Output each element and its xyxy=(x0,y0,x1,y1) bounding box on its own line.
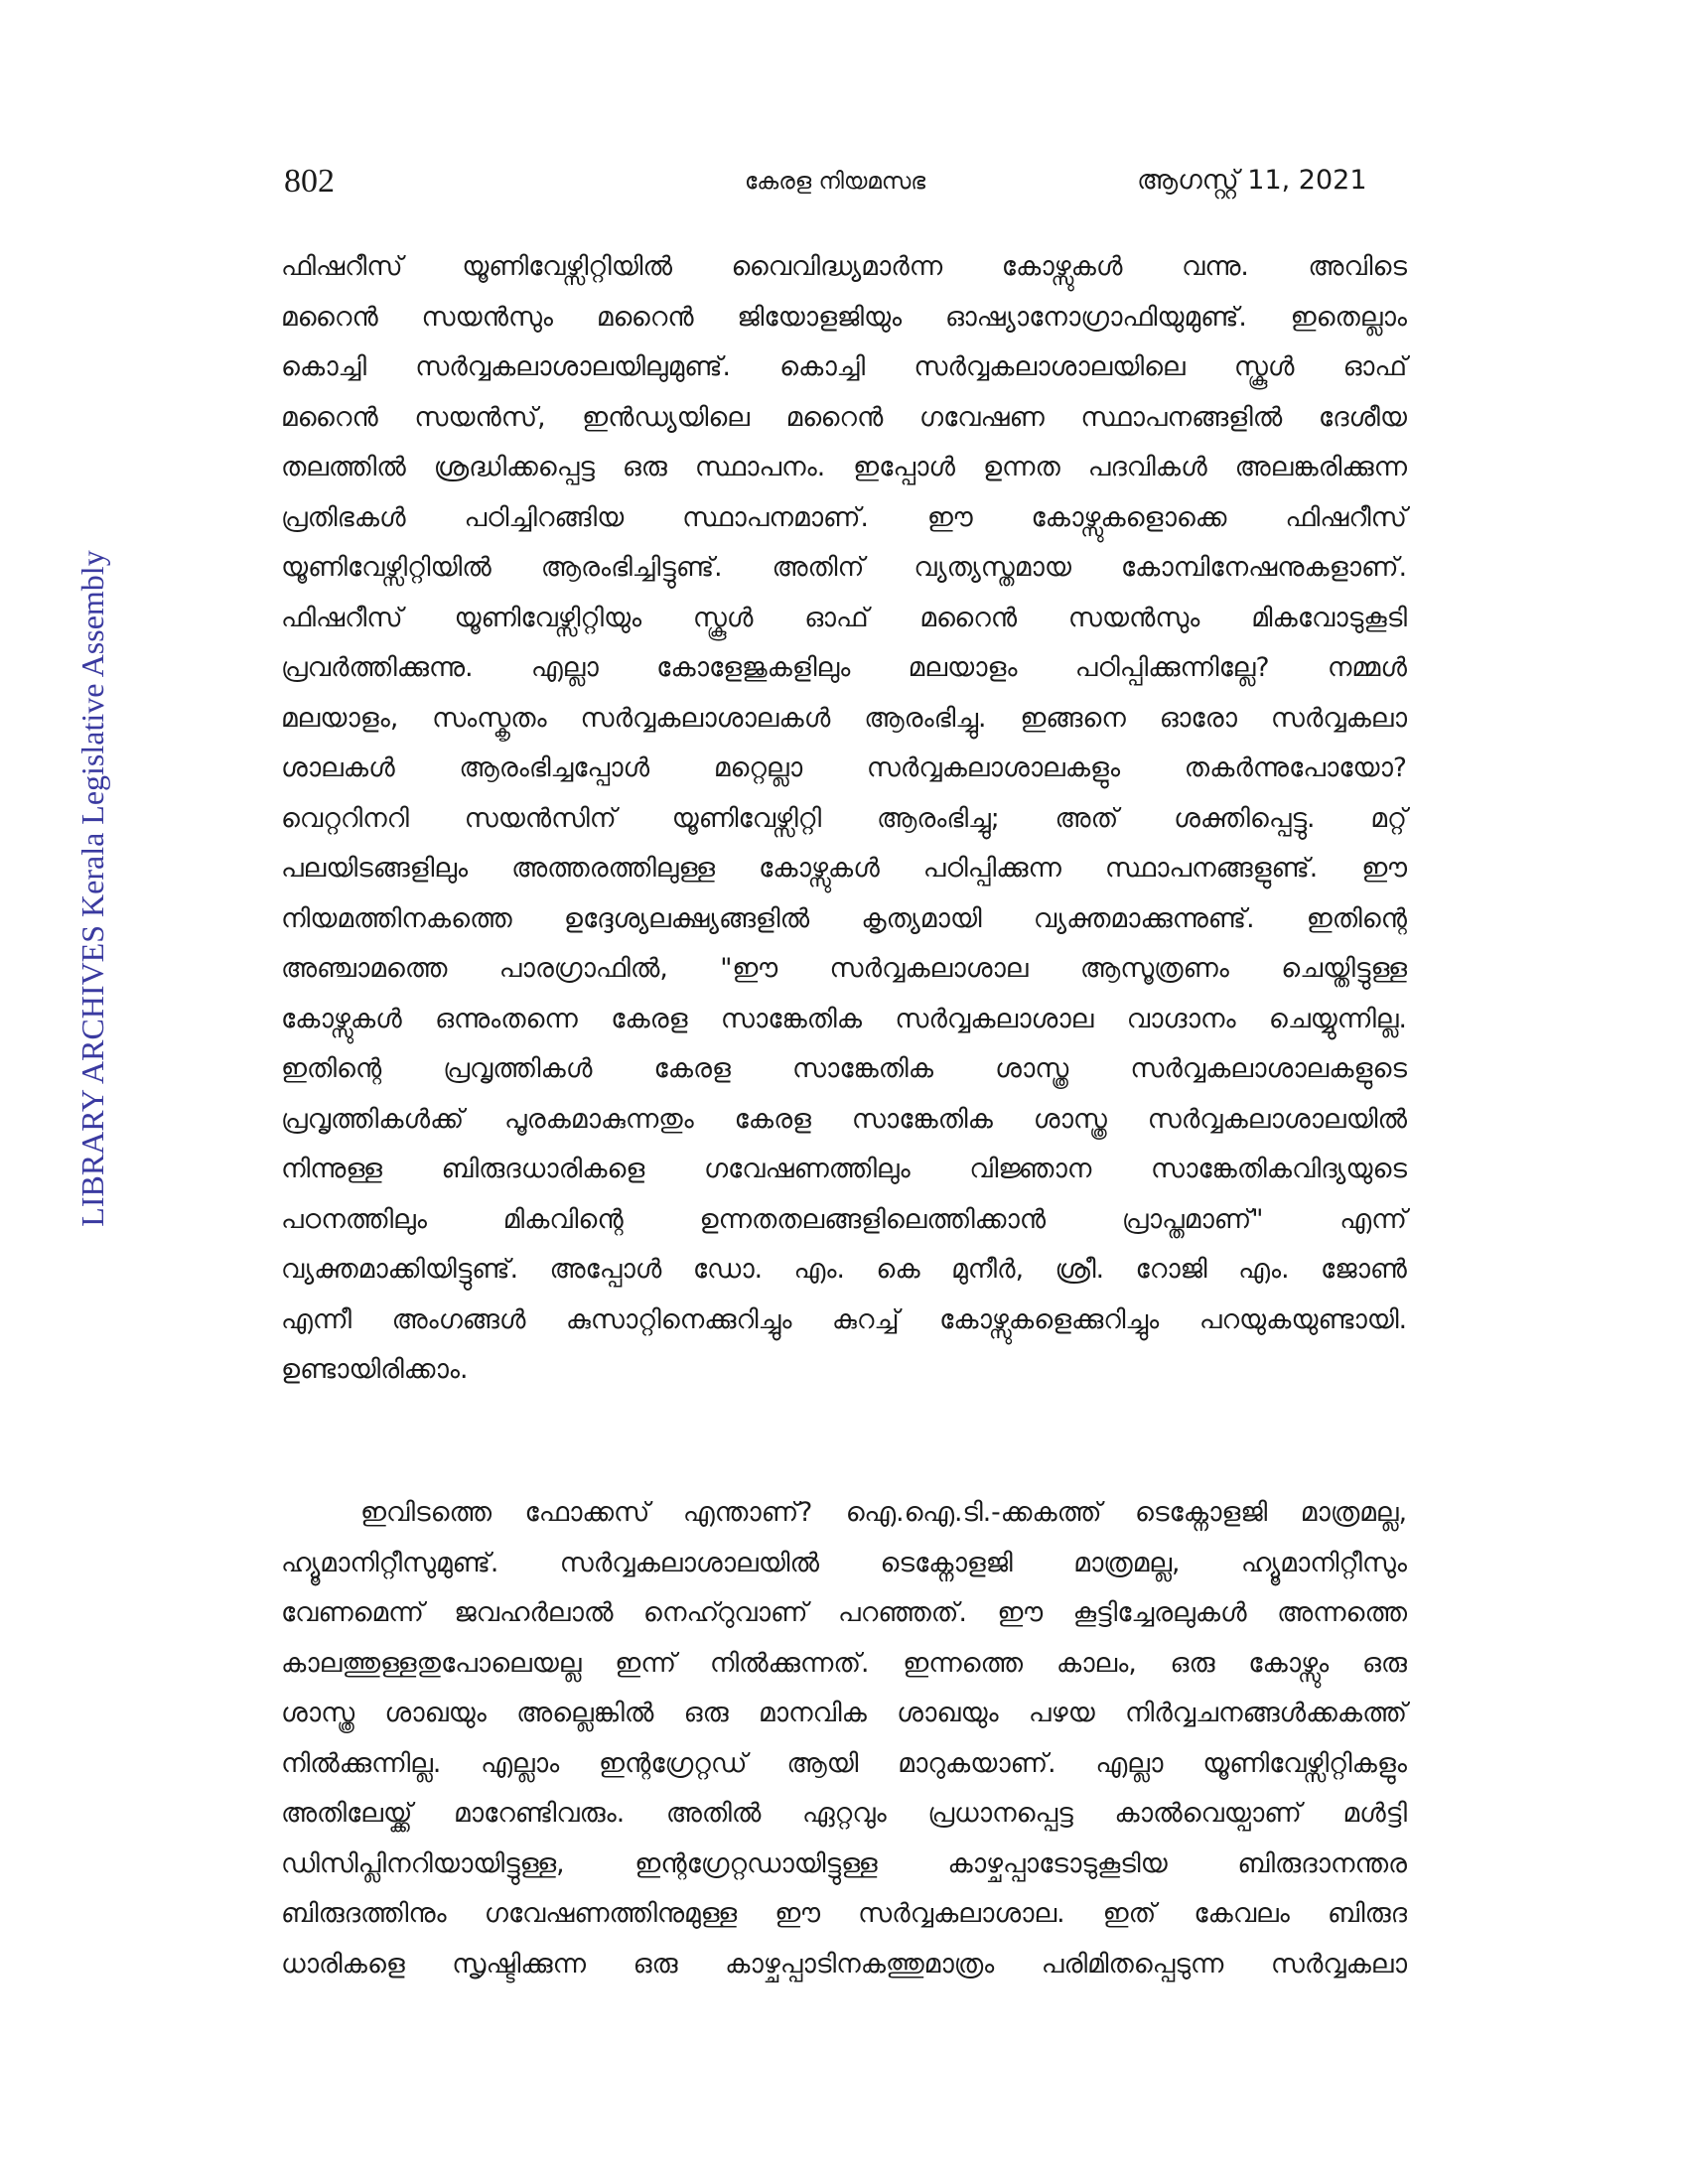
text-line: പ്രവർത്തിക്കുന്നു. എല്ലാ കോളേജുകളിലും മലയാളം പഠിപ്പിക്കുന്നില്ലേ? നമ്മൾ xyxy=(281,652,1407,683)
text-line: നിയമത്തിനകത്തെ ഉദ്ദേശ്യലക്ഷ്യങ്ങളിൽ കൃത്യമായി വ്യക്തമാക്കുന്നുണ്ട്. ഇതിന്റെ xyxy=(281,902,1407,934)
text-line: ശാസ്ത്ര ശാഖയും അല്ലെങ്കിൽ ഒരു മാനവിക ശാഖയും പഴയ നിർവ്വചനങ്ങൾക്കകത്ത് xyxy=(281,1698,1407,1728)
running-header-date: ആഗസ്റ്റ് 11, 2021 xyxy=(1137,165,1367,196)
text-line: കൊച്ചി സർവ്വകലാശാലയിലുമുണ്ട്. കൊച്ചി സർവ്വകലാശാലയിലെ സ്കൂൾ ഓഫ് xyxy=(281,351,1407,382)
text-line: ധാരികളെ സൃഷ്ടിക്കുന്ന ഒരു കാഴ്ചപ്പാടിനകത്തുമാത്രം പരിമിതപ്പെടുന്ന സർവ്വകലാ xyxy=(281,1948,1407,1979)
text-line: മറൈൻ സയൻസ്, ഇൻഡ്യയിലെ മറൈൻ ഗവേഷണ സ്ഥാപനങ്ങളിൽ ദേശീയ xyxy=(281,401,1407,433)
text-line: നിന്നുള്ള ബിരുദധാരികളെ ഗവേഷണത്തിലും വിജ്ഞാന സാങ്കേതികവിദ്യയുടെ xyxy=(281,1154,1407,1184)
text-line: പലയിടങ്ങളിലും അത്തരത്തിലുള്ള കോഴ്സുകൾ പഠിപ്പിക്കുന്ന സ്ഥാപനങ്ങളുണ്ട്. ഈ xyxy=(281,853,1407,884)
text-line: അഞ്ചാമത്തെ പാരഗ്രാഫിൽ, "ഈ സർവ്വകലാശാല ആസൂത്രണം ചെയ്തിട്ടുള്ള xyxy=(281,953,1407,984)
text-line: ഡിസിപ്ലിനറിയായിട്ടുള്ള, ഇന്റഗ്രേറ്റഡായിട്ടുള്ള കാഴ്ചപ്പാടോടുകൂടിയ ബിരുദാനന്തര xyxy=(281,1847,1407,1879)
text-line: യൂണിവേഴ്സിറ്റിയിൽ ആരംഭിച്ചിട്ടുണ്ട്. അതിന് വ്യത്യസ്തമായ കോമ്പിനേഷനുകളാണ്. xyxy=(281,552,1407,583)
text-line: ഉണ്ടായിരിക്കാം. xyxy=(281,1354,469,1385)
text-line: ഫിഷറീസ് യൂണിവേഴ്സിറ്റിയിൽ വൈവിദ്ധ്യമാർന്ന കോഴ്സുകൾ വന്നു. അവിടെ xyxy=(281,251,1407,282)
paragraph-1 xyxy=(281,242,1407,1396)
text-line: കാലത്തുള്ളതുപോലെയല്ല ഇന്ന് നിൽക്കുന്നത്. ഇന്നത്തെ കാലം, ഒരു കോഴ്സും ഒരു xyxy=(281,1647,1407,1679)
paragraph-2 xyxy=(281,1488,1407,1989)
text-line: വെറ്ററിനറി സയൻസിന് യൂണിവേഴ്സിറ്റി ആരംഭിച്ചു; അത് ശക്തിപ്പെട്ടു. മറ്റ് xyxy=(281,802,1407,834)
text-line: ബിരുദത്തിനും ഗവേഷണത്തിനുമുള്ള ഈ സർവ്വകലാശാല. ഇത് കേവലം ബിരുദ xyxy=(281,1898,1407,1929)
text-line: തലത്തിൽ ശ്രദ്ധിക്കപ്പെട്ട ഒരു സ്ഥാപനം. ഇപ്പോൾ ഉന്നത പദവികൾ അലങ്കരിക്കുന്ന xyxy=(281,452,1407,482)
text-line: ഫിഷറീസ് യൂണിവേഴ്സിറ്റിയും സ്കൂൾ ഓഫ് മറൈൻ സയൻസും മികവോടുകൂടി xyxy=(281,602,1407,633)
text-line: പ്രതിഭകൾ പഠിച്ചിറങ്ങിയ സ്ഥാപനമാണ്. ഈ കോഴ്സുകളൊക്കെ ഫിഷറീസ് xyxy=(281,501,1407,533)
text-line: ഇവിടത്തെ ഫോക്കസ് എന്താണ്? ഐ.ഐ.ടി.-ക്കകത്ത് ടെക്നോളജി മാത്രമല്ല, xyxy=(360,1497,1407,1528)
text-line: പഠനത്തിലും മികവിന്റെ ഉന്നതതലങ്ങളിലെത്തിക്കാൻ പ്രാപ്തമാണ്" എന്ന് xyxy=(281,1203,1407,1235)
text-line: ഇതിന്റെ പ്രവൃത്തികൾ കേരള സാങ്കേതിക ശാസ്ത്ര സർവ്വകലാശാലകളുടെ xyxy=(281,1053,1407,1084)
archive-watermark: LIBRARY ARCHIVES Kerala Legislative Assembly xyxy=(74,550,110,1227)
text-line: എന്നീ അംഗങ്ങൾ കുസാറ്റിനെക്കുറിച്ചും കുറച്ച് കോഴ്സുകളെക്കുറിച്ചും പറയുകയുണ്ടായി. xyxy=(281,1303,1407,1335)
text-line: മലയാളം, സംസ്കൃതം സർവ്വകലാശാലകൾ ആരംഭിച്ചു. ഇങ്ങനെ ഓരോ സർവ്വകലാ xyxy=(281,702,1407,734)
text-line: വേണമെന്ന് ജവഹർലാൽ നെഹ്റുവാണ് പറഞ്ഞത്. ഈ കൂട്ടിച്ചേരലുകൾ അന്നത്തെ xyxy=(281,1597,1407,1628)
text-line: കോഴ്സുകൾ ഒന്നുംതന്നെ കേരള സാങ്കേതിക സർവ്വകലാശാല വാഗ്ദാനം ചെയ്യുന്നില്ല. xyxy=(281,1003,1407,1034)
text-line: ശാലകൾ ആരംഭിച്ചപ്പോൾ മറ്റെല്ലാ സർവ്വകലാശാലകളും തകർന്നുപോയോ? xyxy=(281,752,1407,783)
running-header-title: കേരള നിയമസഭ xyxy=(745,169,926,195)
page-number: 802 xyxy=(284,163,335,200)
text-line: മറൈൻ സയൻസും മറൈൻ ജിയോളജിയും ഓഷ്യാനോഗ്രാഫിയുമുണ്ട്. ഇതെല്ലാം xyxy=(281,301,1407,333)
text-line: വ്യക്തമാക്കിയിട്ടുണ്ട്. അപ്പോൾ ഡോ. എം. കെ മുനീർ, ശ്രീ. റോജി എം. ജോൺ xyxy=(281,1254,1407,1285)
text-line: പ്രവൃത്തികൾക്ക് പൂരകമാകുന്നതും കേരള സാങ്കേതിക ശാസ്ത്ര സർവ്വകലാശാലയിൽ xyxy=(281,1103,1407,1135)
text-line: അതിലേയ്ക്ക് മാറേണ്ടിവരും. അതിൽ ഏറ്റവും പ്രധാനപ്പെട്ട കാൽവെയ്പാണ് മൾട്ടി xyxy=(281,1798,1407,1829)
text-line: ഹ്യൂമാനിറ്റീസുമുണ്ട്. സർവ്വകലാശാലയിൽ ടെക്നോളജി മാത്രമല്ല, ഹ്യൂമാനിറ്റീസും xyxy=(281,1547,1407,1578)
text-line: നിൽക്കുന്നില്ല. എല്ലാം ഇന്റഗ്രേറ്റഡ് ആയി മാറുകയാണ്. എല്ലാ യൂണിവേഴ്സിറ്റികളും xyxy=(281,1747,1407,1779)
